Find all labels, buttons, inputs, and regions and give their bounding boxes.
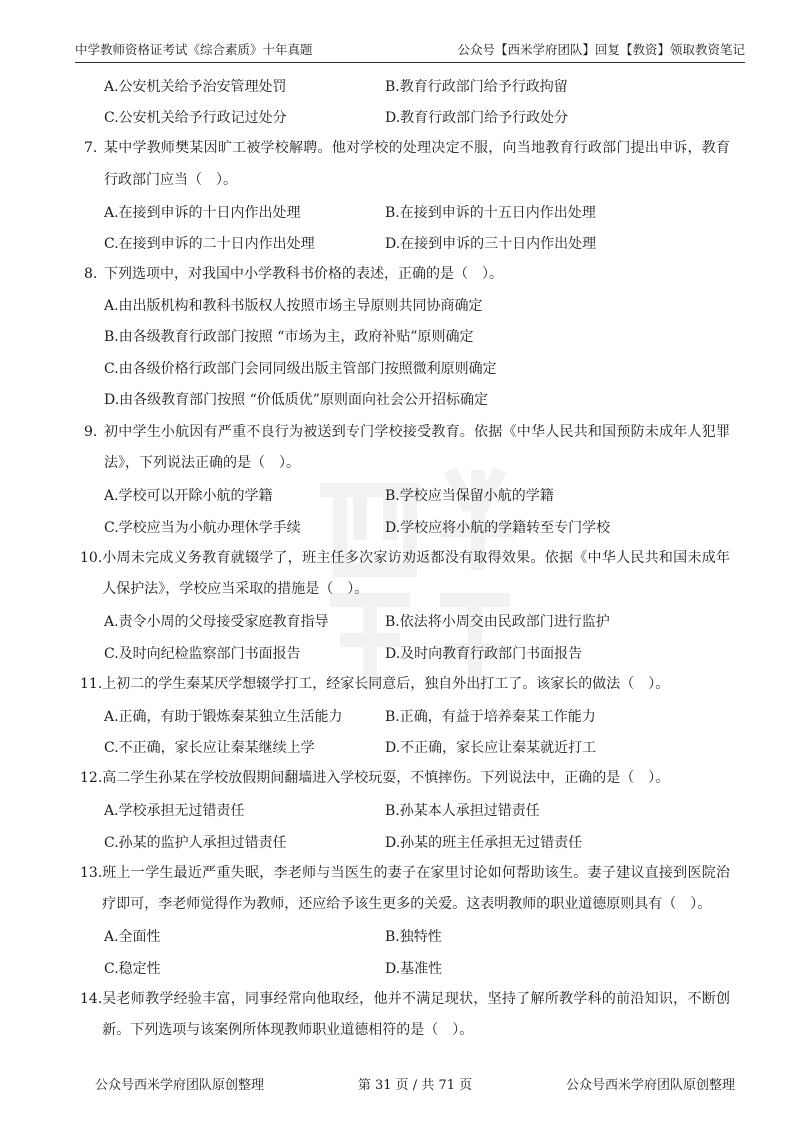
q12-options-row-2	[84, 826, 730, 858]
question-stem: 小周未完成义务教育就辍学了，班主任多次家访劝返都没有取得效果。依据《中华人民共和国未成年人保护法》，学校应当采取的措施是（ ）。	[102, 549, 730, 597]
q11-options-row-1	[84, 700, 730, 732]
q6-option-b[interactable]: B.教育行政部门给予行政拘留	[385, 78, 568, 95]
q8-option-a[interactable]: A.由出版机构和教科书版权人按照市场主导原则共同协商确定	[104, 297, 483, 314]
question-number: 9.	[84, 423, 98, 440]
q11-option-c[interactable]: C.不正确，家长应让秦某继续上学	[104, 740, 315, 757]
q12-options-row-1	[84, 795, 730, 827]
question-stem: 吴老师教学经验丰富，同事经常向他取经，他并不满足现状，坚持了解所教学科的前沿知识，不断创新。下列选项与该案例所体现教师职业道德相符的是（ ）。	[102, 990, 730, 1038]
q10-option-a[interactable]: A.责令小周的父母接受家庭教育指导	[104, 614, 329, 631]
q9-options-row-1	[84, 480, 730, 512]
question-stem: 班上一学生最近严重失眠，李老师与当医生的妻子在家里讨论如何帮助该生。妻子建议直接到医院治疗即可，李老师觉得作为教师，还应给予该生更多的关爱。这表明教师的职业道德原则具有（ ）。	[102, 864, 730, 912]
q13-option-c[interactable]: C.稳定性	[104, 960, 161, 977]
q8-option-c[interactable]: C.由各级价格行政部门会同同级出版主管部门按照微利原则确定	[104, 360, 497, 377]
q9-option-d[interactable]: D.学校应将小航的学籍转至专门学校	[385, 519, 611, 536]
q10-options-row-1	[84, 606, 730, 638]
q11-option-a[interactable]: A.正确，有助于锻炼秦某独立生活能力	[104, 708, 343, 725]
header-left-title: 中学教师资格证考试《综合素质》十年真题	[75, 42, 313, 57]
q7-option-a[interactable]: A.在接到申诉的十日内作出处理	[104, 204, 301, 221]
q12-option-a[interactable]: A.学校承担无过错责任	[104, 803, 245, 820]
question-14	[80, 984, 730, 1047]
q8-option-d[interactable]: D.由各级教育部门按照 “价低质优”原则面向社会公开招标确定	[104, 392, 488, 408]
q10-option-d[interactable]: D.及时向教育行政部门书面报告	[385, 645, 583, 662]
q6-options-row-2	[84, 102, 730, 134]
question-8	[84, 259, 730, 291]
q9-options-row-2	[84, 511, 730, 543]
q11-options-row-2	[84, 732, 730, 764]
page-header	[75, 36, 745, 63]
q13-options-row-1	[84, 921, 730, 953]
question-stem: 上初二的学生秦某厌学想辍学打工，经家长同意后，独自外出打工了。该家长的做法（ ）。	[102, 675, 670, 692]
q7-options-row-1	[84, 196, 730, 228]
question-11	[80, 669, 730, 701]
q13-options-row-2	[84, 952, 730, 984]
question-stem: 初中学生小航因有严重不良行为被送到专门学校接受教育。依据《中华人民共和国预防未成年人犯罪法》，下列说法正确的是（ ）。	[104, 423, 730, 471]
footer-right-credit: 公众号西米学府团队原创整理	[565, 1078, 735, 1093]
footer-left-credit: 公众号西米学府团队原创整理	[95, 1078, 265, 1093]
q10-option-b[interactable]: B.依法将小周交由民政部门进行监护	[385, 614, 610, 631]
q13-option-b[interactable]: B.独特性	[385, 929, 442, 946]
q13-option-a[interactable]: A.全面性	[104, 929, 161, 946]
q6-option-a[interactable]: A.公安机关给予治安管理处罚	[104, 78, 287, 95]
q9-option-a[interactable]: A.学校可以开除小航的学籍	[104, 488, 273, 505]
q10-options-row-2	[84, 637, 730, 669]
question-13	[80, 858, 730, 921]
question-number: 13.	[80, 864, 103, 881]
question-stem: 某中学教师樊某因旷工被学校解聘。他对学校的处理决定不服，向当地教育行政部门提出申诉，教育行政部门应当（ ）。	[104, 140, 730, 188]
question-number: 7.	[84, 140, 98, 156]
q11-option-d[interactable]: D.不正确，家长应让秦某就近打工	[385, 740, 597, 757]
page-number: 第 31 页 / 共 71 页	[357, 1078, 473, 1093]
question-content	[80, 70, 730, 1047]
question-7	[84, 133, 730, 196]
header-right-notice: 公众号【西米学府团队】回复【教资】领取教资笔记	[457, 42, 745, 57]
question-number: 10.	[80, 549, 103, 566]
question-stem: 下列选项中，对我国中小学教科书价格的表述，正确的是（ ）。	[104, 266, 503, 282]
q12-option-c[interactable]: C.孙某的监护人承担过错责任	[104, 834, 287, 851]
q6-options-row-1	[84, 70, 730, 102]
question-number: 12.	[80, 770, 103, 786]
q13-option-d[interactable]: D.基准性	[385, 960, 443, 977]
page-footer	[95, 1074, 735, 1093]
q7-option-c[interactable]: C.在接到申诉的二十日内作出处理	[104, 236, 315, 253]
q7-options-row-2	[84, 228, 730, 260]
question-12	[80, 763, 730, 795]
q7-option-d[interactable]: D.在接到申诉的三十日内作出处理	[385, 236, 597, 253]
question-stem: 高二学生孙某在学校放假期间翻墙进入学校玩耍，不慎摔伤。下列说法中，正确的是（ ）。	[102, 770, 670, 786]
q6-option-d[interactable]: D.教育行政部门给予行政处分	[385, 110, 569, 127]
question-number: 14.	[80, 990, 103, 1007]
q9-option-b[interactable]: B.学校应当保留小航的学籍	[385, 488, 554, 505]
question-number: 8.	[84, 266, 98, 282]
q6-option-c[interactable]: C.公安机关给予行政记过处分	[104, 110, 287, 127]
q9-option-c[interactable]: C.学校应当为小航办理休学手续	[104, 519, 301, 536]
q8-option-b[interactable]: B.由各级教育行政部门按照 “市场为主，政府补贴”原则确定	[104, 329, 474, 345]
question-9	[84, 417, 730, 480]
q12-option-b[interactable]: B.孙某本人承担过错责任	[385, 803, 540, 820]
q11-option-b[interactable]: B.正确，有益于培养秦某工作能力	[385, 708, 596, 725]
q12-option-d[interactable]: D.孙某的班主任承担无过错责任	[385, 834, 583, 851]
q10-option-c[interactable]: C.及时向纪检监察部门书面报告	[104, 645, 301, 662]
q7-option-b[interactable]: B.在接到申诉的十五日内作出处理	[385, 204, 596, 221]
question-10	[80, 543, 730, 606]
question-number: 11.	[80, 675, 103, 692]
